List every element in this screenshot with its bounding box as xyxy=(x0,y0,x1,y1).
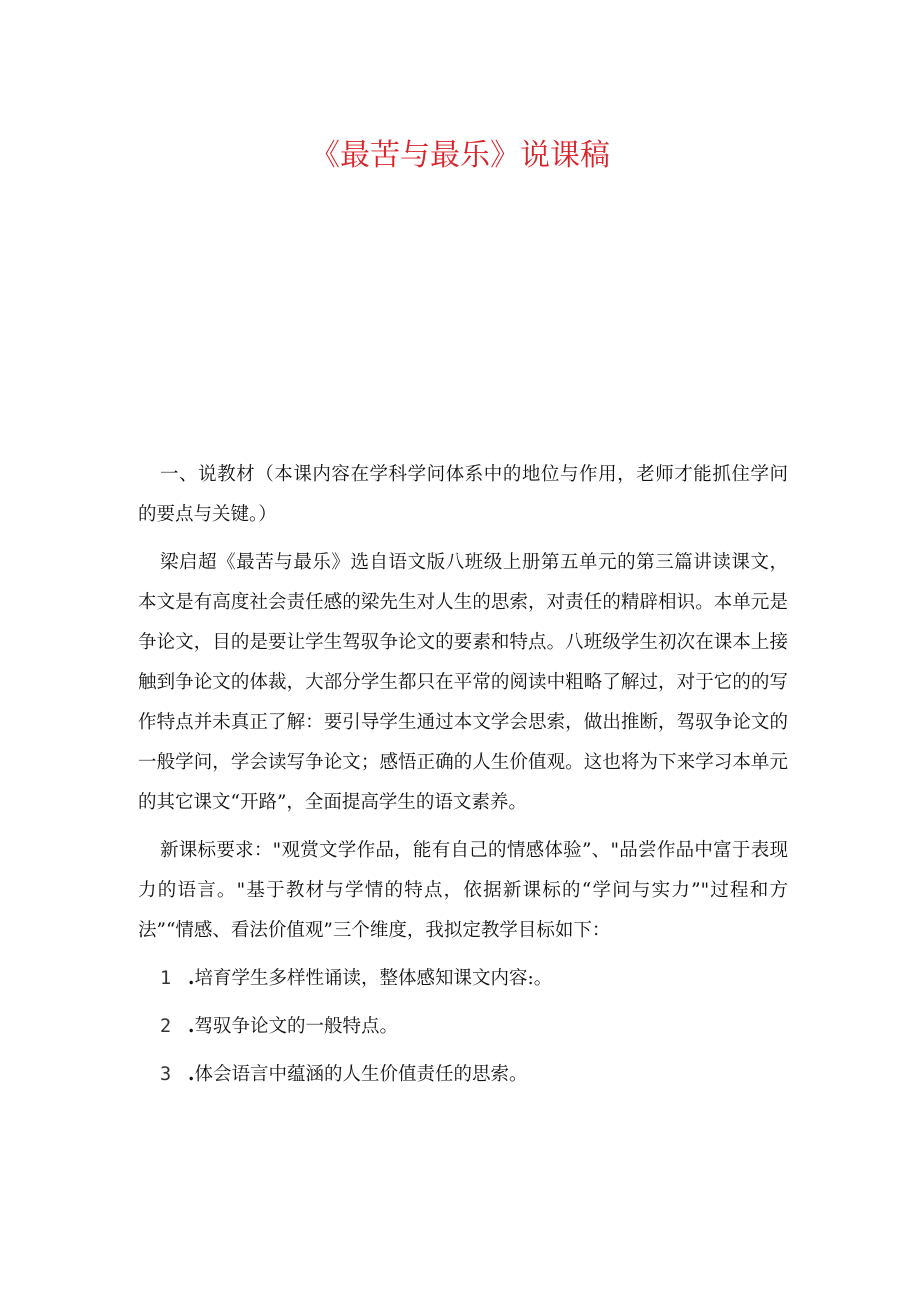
goal-text: 体会语言中蕴涵的人生价值责任的思索。 xyxy=(194,1064,528,1085)
goal-dot: . xyxy=(188,1064,195,1085)
goal-item-2 xyxy=(138,1007,788,1047)
goal-number: 1 xyxy=(160,968,172,989)
paragraph-curriculum-standards: 新课标要求："观赏文学作品，能有自己的情感体验”、"品尝作品中富于表现力的语言。"基于教材与学情的特点，依据新课标的“学问与实力”"过程和方法”“情感、看法价值观”三个维度，我拟定教学目标如下： xyxy=(138,840,788,941)
goal-text: 培育学生多样性诵读，整体感知课文内容:。 xyxy=(194,968,553,989)
goal-item-1 xyxy=(138,959,788,999)
paragraph-textbook-analysis: 梁启超《最苦与最乐》选自语文版八班级上册第五单元的第三篇讲读课文，本文是有高度社会责任感的梁先生对人生的思索，对责任的精辟相识。本单元是争论文，目的是要让学生驾驭争论文的要素和特点。八班级学生初次在课本上接触到争论文的体裁，大部分学生都只在平常的阅读中粗略了解过，对于它的的写作特点并未真正了解：要引导学生通过本文学会思索，做出推断，驾驭争论文的一般学问，学会读写争论文；感悟正确的人生价值观。这也将为下来学习本单元的其它课文“开路”，全面提高学生的语文素养。 xyxy=(138,552,788,813)
document-title: 《最苦与最乐》说课稿 xyxy=(310,138,610,173)
paragraph-section-heading: 一、说教材（本课内容在学科学问体系中的地位与作用，老师才能抓住学问的要点与关键。） xyxy=(138,464,788,525)
goal-text: 驾驭争论文的一般特点。 xyxy=(194,1016,398,1037)
goal-number: 2 xyxy=(160,1016,172,1037)
goal-dot: . xyxy=(188,968,195,989)
goal-number: 3 xyxy=(160,1064,172,1085)
goal-dot: . xyxy=(188,1016,195,1037)
document-body xyxy=(138,455,788,1103)
goal-item-3 xyxy=(138,1055,788,1095)
